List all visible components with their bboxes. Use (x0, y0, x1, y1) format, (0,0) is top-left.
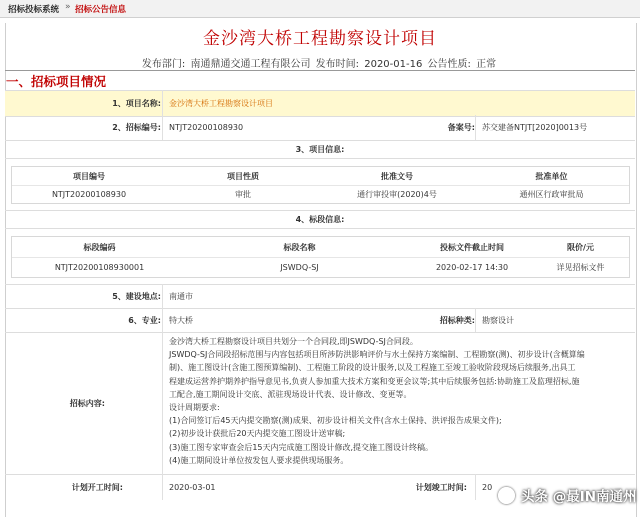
section-price-cell: 详见招标文件 (556, 262, 605, 272)
content-label: 招标内容: (69, 398, 105, 408)
breadcrumb-root-link[interactable]: 招标投标系统 (8, 5, 60, 15)
section-col-name: 标段名称 (283, 242, 316, 252)
time-label: 发布时间: (315, 59, 360, 70)
section-name-cell: JSWDQ-SJ (280, 262, 319, 272)
project-table (11, 166, 630, 204)
row-location (5, 284, 635, 309)
breadcrumb-separator: » (65, 2, 71, 12)
tender-type-value: 勘察设计 (482, 315, 514, 325)
column-divider (475, 308, 476, 332)
row-tender-no (5, 115, 635, 141)
tender-no-label: 2、招标编号: (112, 123, 161, 132)
content-line: 金沙湾大桥工程勘察设计项目共划分一个合同段,即JSWDQ-SJ合同段。 (169, 337, 418, 346)
time-value: 2020-01-16 (364, 59, 423, 70)
approval-unit-cell: 通州区行政审批局 (519, 189, 584, 199)
record-no-value: 苏交建备NTJT[2020]0013号 (482, 123, 588, 132)
column-divider (162, 284, 163, 500)
section-col-deadline: 投标文件截止时间 (440, 242, 504, 252)
row-section-info (5, 210, 635, 229)
plan-start-label: 计划开工时间: (71, 482, 123, 492)
column-divider (475, 115, 476, 140)
project-nature-cell: 审批 (235, 189, 251, 199)
section-heading: 一、招标项目情况 (6, 74, 107, 89)
project-no-cell: NTJT20200108930 (51, 189, 127, 199)
column-divider (162, 90, 163, 140)
plan-start-value: 2020-03-01 (169, 482, 216, 492)
content-line: JSWDQ-SJ合同段招标范围与内容包括项目所涉防洪影响评价与水土保持方案编制、工程勘察(测)、初步设计(含概算编 (169, 350, 585, 360)
plan-end-value: 20 (482, 482, 493, 492)
content-line: 程建成运营养护期养护指导意见书,负责人参加重大技术方案和变更会议等;其中后续服务包括:协助施工及监理招标,施 (169, 376, 580, 386)
row-project-table (5, 158, 635, 211)
title-divider (5, 70, 635, 71)
status-label: 公告性质: (427, 59, 471, 70)
project-col-approval-no: 批准文号 (381, 171, 413, 181)
content-line: (2)初步设计获批后20天内提交施工图设计送审稿; (169, 429, 346, 439)
project-table-row (12, 185, 629, 203)
section-table (11, 236, 630, 278)
row-specialty (5, 308, 635, 333)
content-line: 制)、施工图设计(含施工图预算编制)、工程施工阶段的设计服务,以及工程施工至竣工验收阶段现场后续服务,出具工 (169, 363, 576, 373)
content-line: 设计周期要求: (169, 403, 220, 413)
tender-info-table (5, 90, 635, 510)
dept-value: 南通鼎通交通工程有限公司 (190, 59, 311, 70)
content-line: (4)施工期间设计单位按发包人要求提供现场服务。 (169, 455, 349, 465)
content-line: 工配合,施工期间设计交底、派驻现场设计代表、设计修改、变更等。 (169, 389, 412, 399)
section-col-price: 限价/元 (567, 242, 594, 252)
project-col-no: 项目编号 (73, 171, 105, 181)
dept-label: 发布部门: (141, 59, 186, 70)
watermark (498, 482, 637, 508)
specialty-value: 特大桥 (169, 315, 193, 325)
record-no-label: 备案号: (447, 123, 475, 132)
section-table-row (12, 257, 629, 277)
page-title: 金沙湾大桥工程勘察设计项目 (203, 29, 437, 49)
publish-meta (0, 55, 640, 70)
row-section-table (5, 228, 635, 285)
project-name-value[interactable]: 金沙湾大桥工程勘察设计项目 (169, 99, 273, 108)
section-deadline-cell: 2020-02-17 14:30 (435, 262, 509, 272)
project-col-nature: 项目性质 (227, 171, 259, 181)
project-table-header (12, 167, 629, 186)
section-table-header (12, 237, 629, 258)
project-name-label: 1、项目名称: (112, 99, 161, 108)
specialty-label: 6、专业: (128, 315, 161, 325)
row-content (5, 332, 635, 475)
section-code-cell: NTJT20200108930001 (54, 262, 145, 272)
breadcrumb-current[interactable]: 招标公告信息 (75, 5, 127, 15)
section-col-code: 标段编码 (83, 242, 116, 252)
project-col-approval-unit: 批准单位 (535, 171, 568, 181)
tender-type-label: 招标种类: (439, 315, 475, 325)
location-value: 南通市 (169, 291, 193, 301)
approval-no-cell: 通行审投审(2020)4号 (357, 189, 437, 199)
section-info-label: 4、标段信息: (295, 214, 345, 224)
row-project-info (5, 140, 635, 159)
project-info-label: 3、项目信息: (295, 144, 345, 154)
location-label: 5、建设地点: (112, 291, 161, 301)
content-text (169, 335, 585, 467)
plan-end-label: 计划竣工时间: (415, 482, 467, 492)
watermark-text: 头条 @最IN南通州 (521, 489, 637, 505)
row-project-name (5, 90, 635, 117)
status-value: 正常 (476, 59, 497, 70)
watermark-logo-icon (498, 487, 515, 504)
tender-no-value: NTJT20200108930 (169, 123, 244, 132)
breadcrumb (0, 0, 640, 18)
content-line: (3)施工图专家审查会后15天内完成施工图设计修改,提交施工图设计终稿。 (169, 442, 434, 452)
column-divider (475, 474, 476, 500)
content-line: (1)合同签订后45天内提交勘察(测)成果、初步设计相关文件(含水土保持、洪评报告成果文件); (169, 416, 502, 426)
